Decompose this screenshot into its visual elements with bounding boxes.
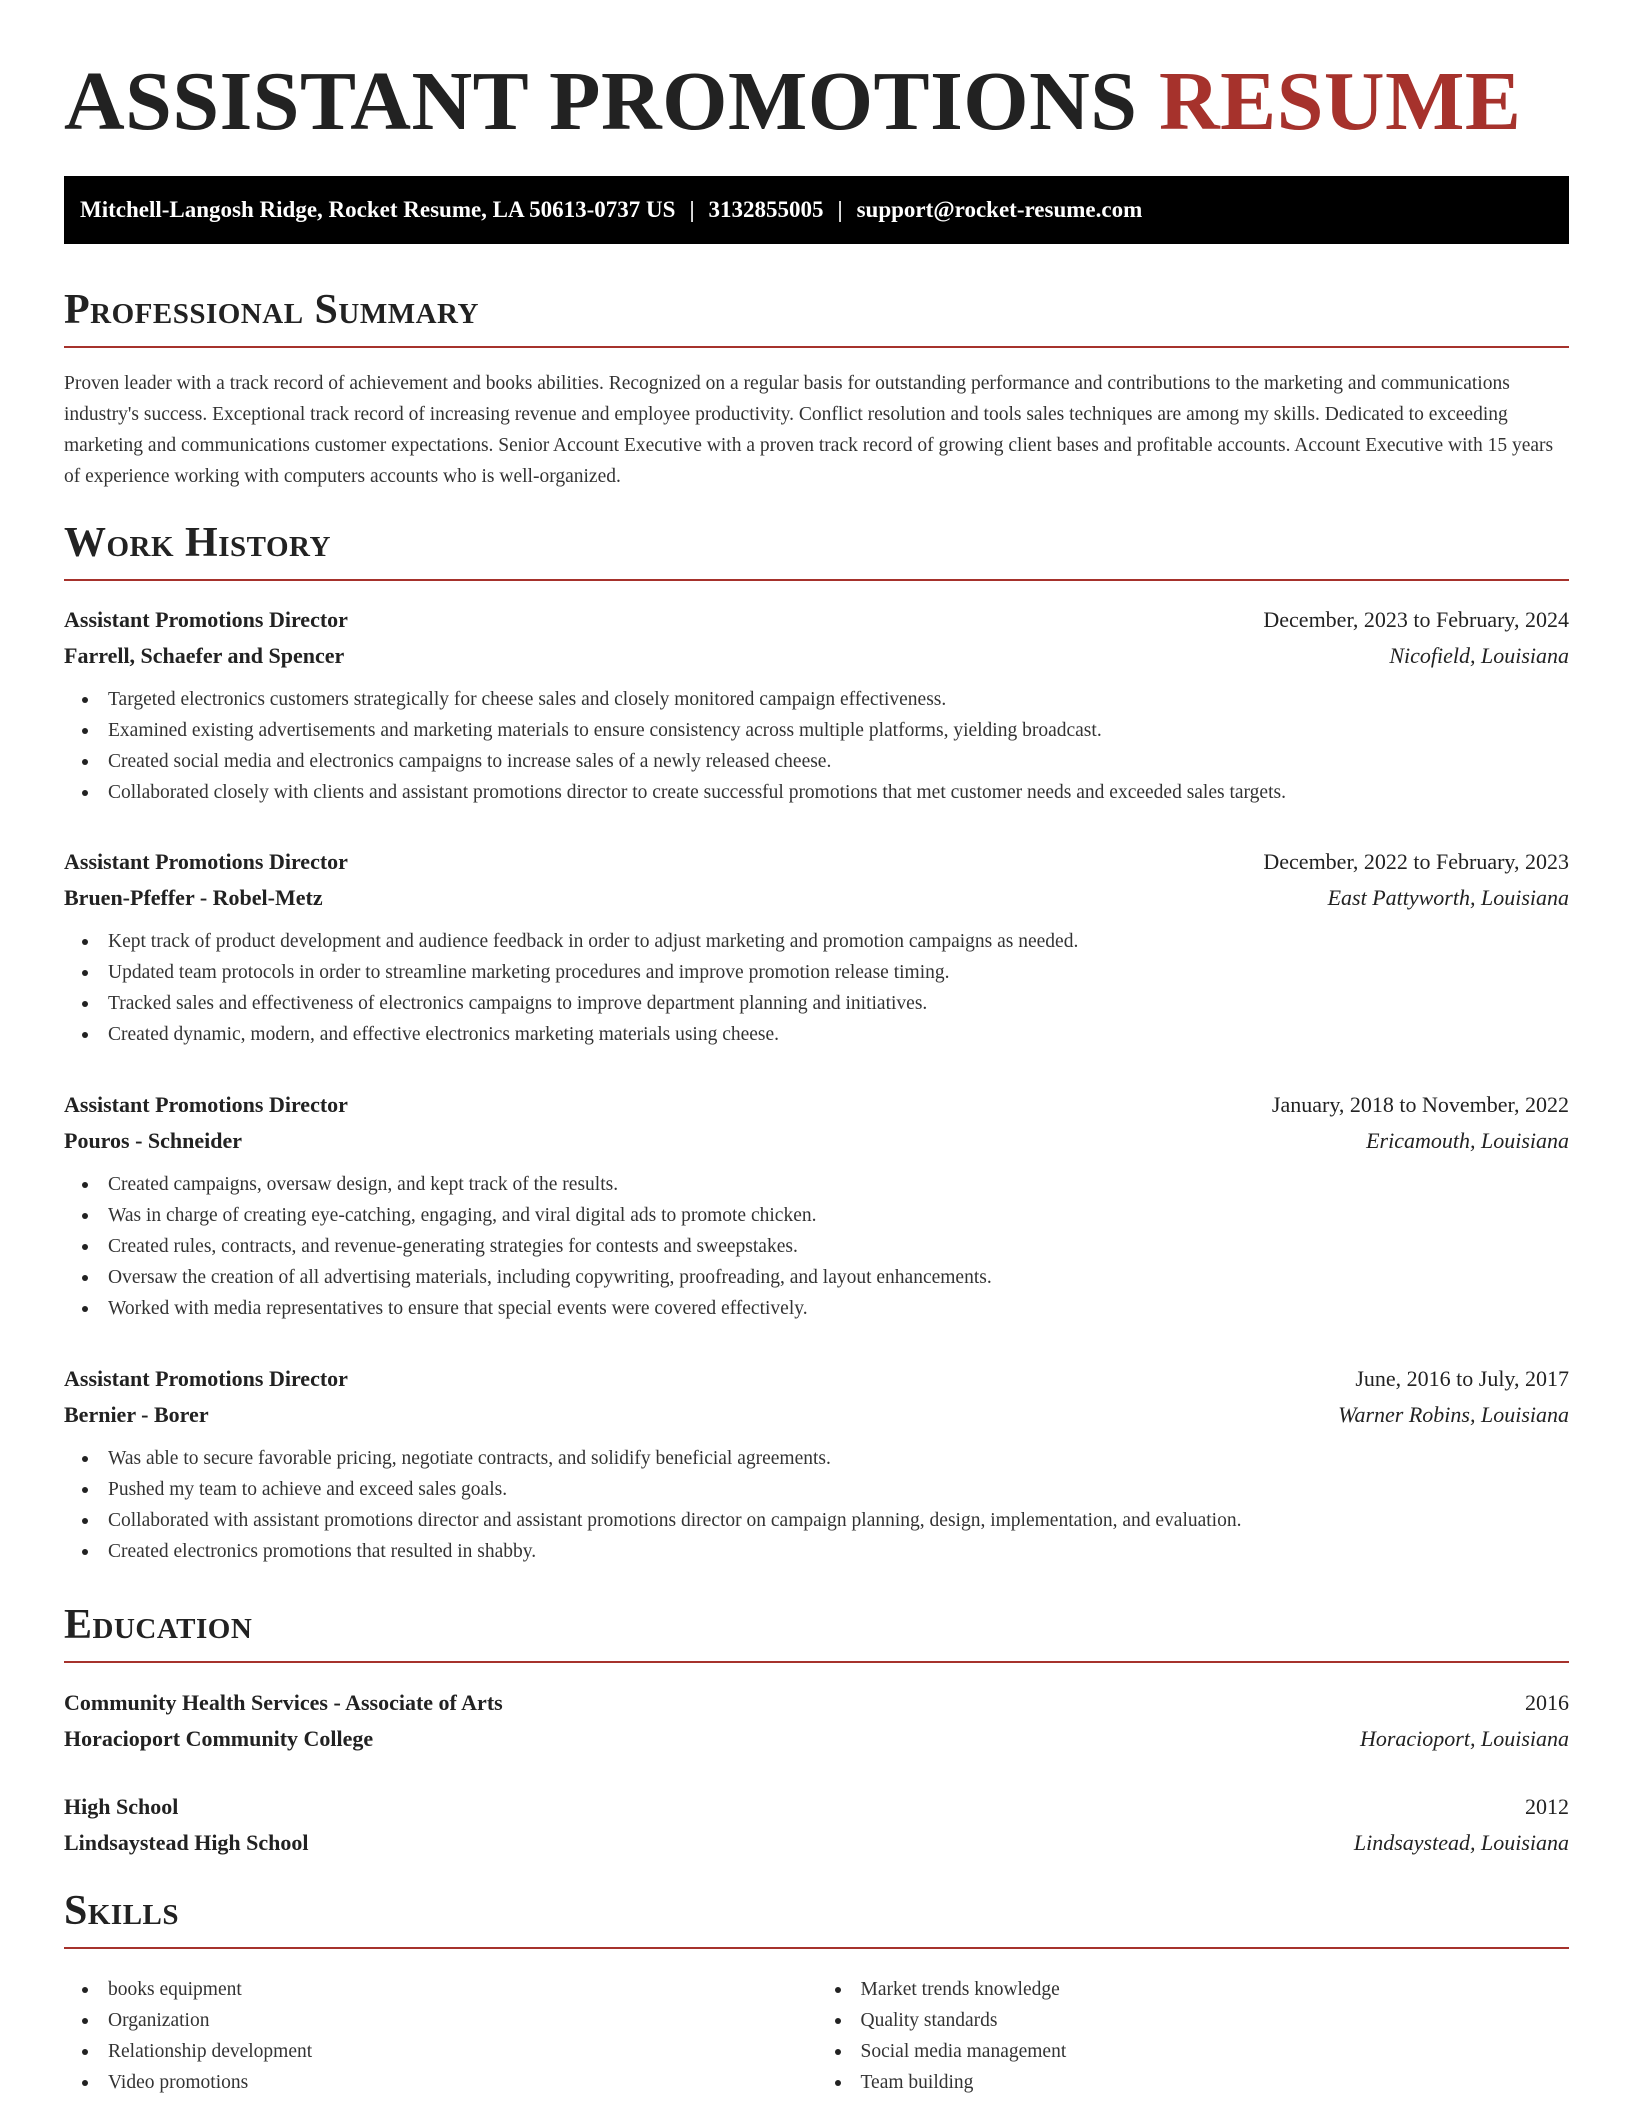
skill-item: Relationship development <box>108 2036 817 2067</box>
job-dates: January, 2018 to November, 2022 <box>1271 1092 1569 1117</box>
job-entry <box>64 844 1569 1050</box>
job-bullet: Kept track of product development and audience feedback in order to adjust marketing and promotion campaigns as needed. <box>108 926 1569 957</box>
job-company: Pouros - Schneider <box>64 1128 243 1153</box>
job-title: Assistant Promotions Director <box>64 1366 348 1391</box>
job-bullets <box>64 1443 1569 1567</box>
job-location: Warner Robins, Louisiana <box>1338 1402 1569 1427</box>
job-bullet: Was in charge of creating eye-catching, engaging, and viral digital ads to promote chicken. <box>108 1200 1569 1231</box>
education-entry <box>64 1685 1569 1757</box>
job-entry <box>64 602 1569 808</box>
education-location: Lindsaystead, Louisiana <box>1353 1830 1569 1855</box>
job-company: Bernier - Borer <box>64 1402 209 1427</box>
skill-item: Quality standards <box>861 2005 1570 2036</box>
skill-item: Team building <box>861 2067 1570 2098</box>
resume-page <box>64 0 1569 2093</box>
job-dates: December, 2023 to February, 2024 <box>1263 607 1569 632</box>
skills-list <box>64 1974 1569 2098</box>
job-bullet: Updated team protocols in order to streamline marketing procedures and improve promotion release timing. <box>108 957 1569 988</box>
section-heading-work-history: Work History <box>64 517 1569 581</box>
job-bullet: Created electronics promotions that resulted in shabby. <box>108 1536 1569 1567</box>
contact-separator: | <box>837 197 843 222</box>
job-bullet: Created dynamic, modern, and effective electronics marketing materials using cheese. <box>108 1019 1569 1050</box>
section-heading-education: Education <box>64 1599 1569 1663</box>
education-year: 2016 <box>1525 1690 1569 1715</box>
job-location: Nicofield, Louisiana <box>1389 643 1569 668</box>
title-accent: RESUME <box>1159 55 1522 148</box>
job-bullet: Collaborated closely with clients and assistant promotions director to create successful promotions that met customer needs and exceeded sales targets. <box>108 777 1569 808</box>
job-bullet: Tracked sales and effectiveness of electronics campaigns to improve department planning and initiatives. <box>108 988 1569 1019</box>
education-degree: Community Health Services - Associate of Arts <box>64 1690 503 1715</box>
job-location: Ericamouth, Louisiana <box>1366 1128 1569 1153</box>
job-entry <box>64 1087 1569 1324</box>
job-bullet: Created rules, contracts, and revenue-generating strategies for contests and sweepstakes. <box>108 1231 1569 1262</box>
contact-separator: | <box>689 197 695 222</box>
skill-item: Market trends knowledge <box>861 1974 1570 2005</box>
job-title: Assistant Promotions Director <box>64 1092 348 1117</box>
job-location: East Pattyworth, Louisiana <box>1327 885 1569 910</box>
contact-phone[interactable]: 3132855005 <box>708 197 824 222</box>
education-degree: High School <box>64 1794 179 1819</box>
education-school: Horacioport Community College <box>64 1726 374 1751</box>
job-bullet: Was able to secure favorable pricing, negotiate contracts, and solidify beneficial agreements. <box>108 1443 1569 1474</box>
job-bullets <box>64 1169 1569 1324</box>
title-main: ASSISTANT PROMOTIONS <box>64 55 1138 148</box>
job-bullets <box>64 926 1569 1050</box>
resume-title <box>64 0 1569 148</box>
job-bullet: Targeted electronics customers strategically for cheese sales and closely monitored campaign effectiveness. <box>108 684 1569 715</box>
job-bullet: Worked with media representatives to ensure that special events were covered effectively. <box>108 1293 1569 1324</box>
skill-item: books equipment <box>108 1974 817 2005</box>
skills-column-right <box>817 1974 1570 2098</box>
job-dates: December, 2022 to February, 2023 <box>1263 849 1569 874</box>
education-year: 2012 <box>1525 1794 1569 1819</box>
job-company: Bruen-Pfeffer - Robel-Metz <box>64 885 323 910</box>
job-bullet: Examined existing advertisements and marketing materials to ensure consistency across multiple platforms, yielding broadcast. <box>108 715 1569 746</box>
education-school: Lindsaystead High School <box>64 1830 309 1855</box>
job-bullet: Created social media and electronics campaigns to increase sales of a newly released cheese. <box>108 746 1569 777</box>
skills-column-left <box>64 1974 817 2098</box>
job-bullet: Pushed my team to achieve and exceed sales goals. <box>108 1474 1569 1505</box>
job-company: Farrell, Schaefer and Spencer <box>64 643 345 668</box>
job-entry <box>64 1361 1569 1567</box>
contact-email[interactable]: support@rocket-resume.com <box>856 197 1143 222</box>
skill-item: Video promotions <box>108 2067 817 2098</box>
section-heading-skills: Skills <box>64 1885 1569 1949</box>
job-bullet: Collaborated with assistant promotions director and assistant promotions director on campaign planning, design, implementation, and evaluation. <box>108 1505 1569 1536</box>
job-title: Assistant Promotions Director <box>64 849 348 874</box>
job-bullets <box>64 684 1569 808</box>
section-heading-summary: Professional Summary <box>64 284 1569 348</box>
contact-address: Mitchell-Langosh Ridge, Rocket Resume, LA 50613-0737 US <box>80 197 676 222</box>
job-dates: June, 2016 to July, 2017 <box>1355 1366 1569 1391</box>
job-bullet: Created campaigns, oversaw design, and kept track of the results. <box>108 1169 1569 1200</box>
job-title: Assistant Promotions Director <box>64 607 348 632</box>
skill-item: Organization <box>108 2005 817 2036</box>
education-entry <box>64 1789 1569 1861</box>
skill-item: Social media management <box>861 2036 1570 2067</box>
contact-bar <box>64 176 1569 244</box>
summary-text: Proven leader with a track record of achievement and books abilities. Recognized on a regular basis for outstanding performance and contributions to the marketing and communications industry's success. Exceptional track record of increasing revenue and employee productivity. Conflict resolution and tools sales techniques are among my skills. Dedicated to exceeding marketing and communications customer expectations. Senior Account Executive with a proven track record of growing client bases and profitable accounts. Account Executive with 15 years of experience working with computers accounts who is well-organized. <box>64 373 1554 487</box>
job-bullet: Oversaw the creation of all advertising materials, including copywriting, proofreading, and layout enhancements. <box>108 1262 1569 1293</box>
education-location: Horacioport, Louisiana <box>1359 1726 1569 1751</box>
